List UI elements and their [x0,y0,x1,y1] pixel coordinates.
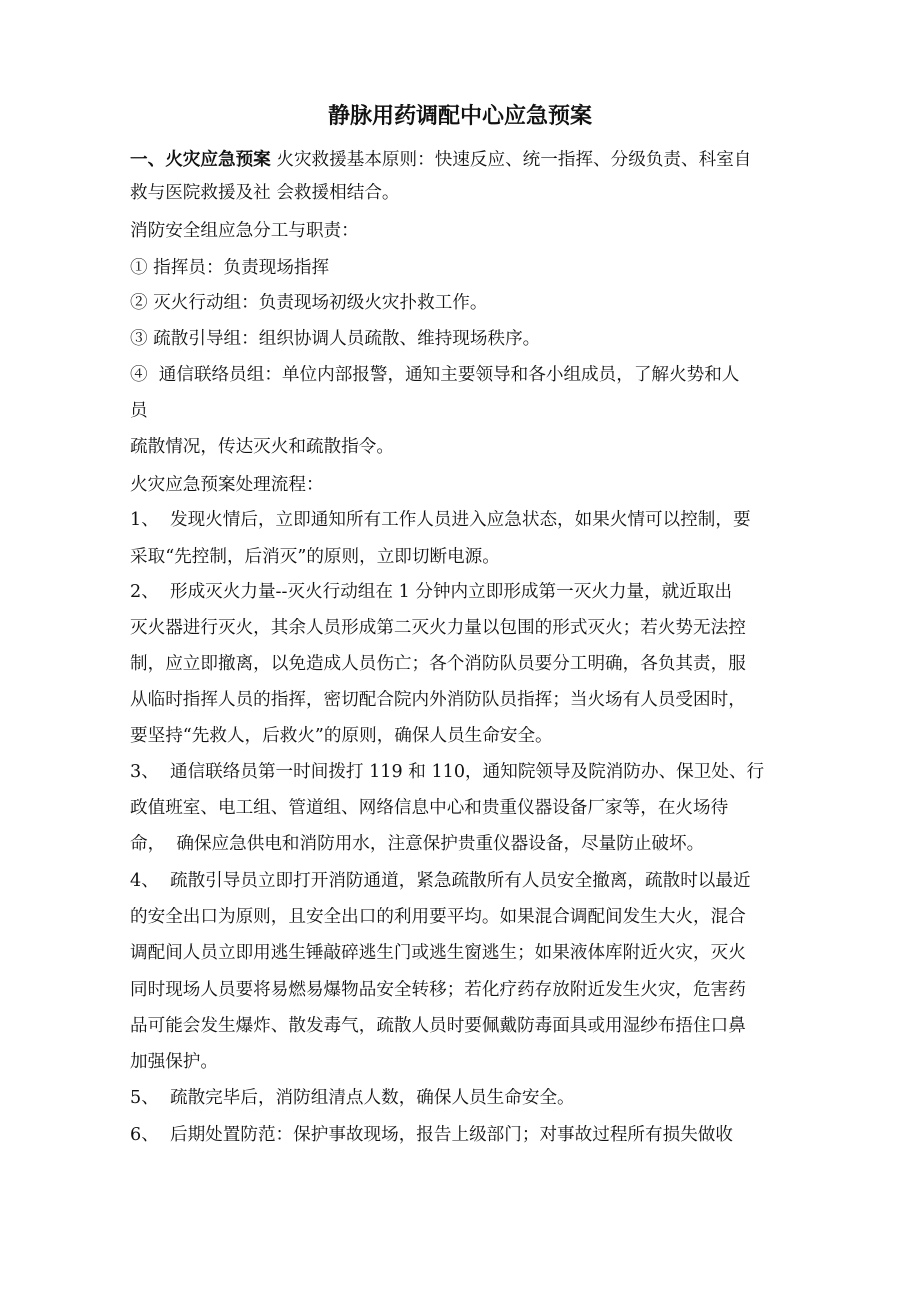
paragraph-line: 消防安全组应急分工与职责： [130,221,359,241]
list-item: 4、 疏散引导员立即打开消防通道，紧急疏散所有人员安全撤离，疏散时以最近 [130,871,751,891]
list-item: 3、 通信联络员第一时间拨打 119 和 110，通知院领导及院消防办、保卫处、行 [130,762,765,782]
paragraph-line: 火灾应急预案处理流程： [130,475,324,495]
list-item: 2、 形成灭火力量--灭火行动组在 1 分钟内立即形成第一灭火力量，就近取出 [130,582,733,602]
paragraph-line: 员 [130,401,148,421]
list-item: 1、 发现火情后，立即通知所有工作人员进入应急状态，如果火情可以控制，要 [130,510,751,530]
paragraph-line: 同时现场人员要将易燃易爆物品安全转移；若化疗药存放附近发生火灾，危害药 [130,980,746,1000]
paragraph-line [130,149,751,171]
list-item: 5、 疏散完毕后，消防组清点人数，确保人员生命安全。 [130,1088,575,1108]
line-text: 火灾救援基本原则：快速反应、统一指挥、分级负责、科室自 [270,150,752,170]
document-title: 静脉用药调配中心应急预案 [327,104,592,129]
paragraph-line: 制，应立即撤离，以免造成人员伤亡；各个消防队员要分工明确，各负其责，服 [130,654,746,674]
section-heading: 一、火灾应急预案 [130,150,271,170]
paragraph-line: 加强保护。 [130,1052,218,1072]
paragraph-line: 疏散情况，传达灭火和疏散指令。 [130,437,394,457]
paragraph-line: 采取“先控制，后消灭”的原则，立即切断电源。 [130,547,500,567]
list-item: ④ 通信联络员组：单位内部报警，通知主要领导和各小组成员，了解火势和人 [130,365,740,385]
paragraph-line: 灭火器进行灭火，其余人员形成第二灭火力量以包围的形式灭火；若火势无法控 [130,618,746,638]
list-item: 6、 后期处置防范：保护事故现场，报告上级部门；对事故过程所有损失做收 [130,1125,733,1145]
paragraph-line: 命， 确保应急供电和消防用水，注意保护贵重仪器设备，尽量防止破坏。 [130,834,705,854]
paragraph-line: 的安全出口为原则，且安全出口的利用要平均。如果混合调配间发生大火，混合 [130,907,746,927]
list-item: ② 灭火行动组：负责现场初级火灾扑救工作。 [130,293,488,313]
paragraph-line: 从临时指挥人员的指挥，密切配合院内外消防队员指挥；当火场有人员受困时， [130,690,746,710]
paragraph-line: 调配间人员立即用逃生锤敲碎逃生门或逃生窗逃生；如果液体库附近火灾，灭火 [130,943,746,963]
list-item: ③ 疏散引导组：组织协调人员疏散、维持现场秩序。 [130,329,541,349]
list-item: ① 指挥员：负责现场指挥 [130,258,330,278]
paragraph-line: 政值班室、电工组、管道组、网络信息中心和贵重仪器设备厂家等，在火场待 [130,798,729,818]
paragraph-line: 要坚持“先救人，后救火”的原则，确保人员生命安全。 [130,726,553,746]
paragraph-line: 救与医院救援及社 会救援相结合。 [130,183,400,203]
paragraph-line: 品可能会发生爆炸、散发毒气，疏散人员时要佩戴防毒面具或用湿纱布捂住口鼻 [130,1016,746,1036]
